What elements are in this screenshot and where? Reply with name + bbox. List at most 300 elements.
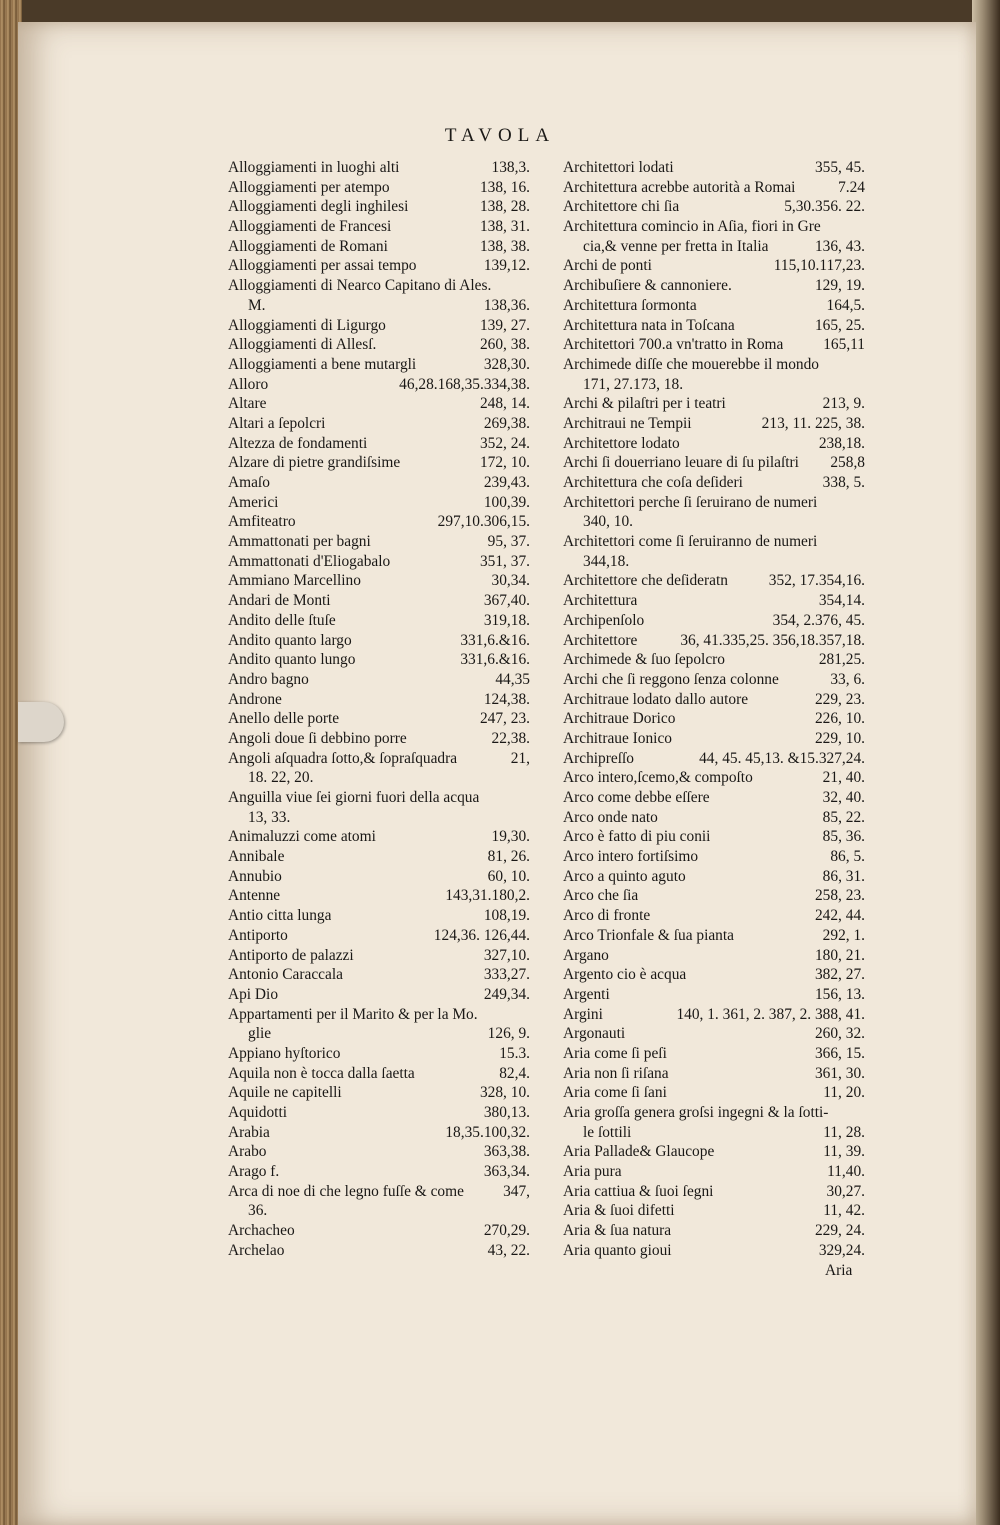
page-reference: 242, 44. bbox=[814, 907, 865, 925]
page-reference: 129, 19. bbox=[814, 277, 865, 295]
index-term: Argento cio è acqua bbox=[563, 966, 687, 984]
index-entry bbox=[563, 946, 865, 966]
page-reference: 229, 24. bbox=[814, 1222, 865, 1240]
index-entry bbox=[228, 1103, 530, 1123]
index-term: Annibale bbox=[228, 848, 285, 866]
index-term: glie bbox=[248, 1025, 272, 1043]
index-term: Aria & ſuoi difetti bbox=[563, 1202, 675, 1220]
index-entry bbox=[563, 1123, 865, 1143]
page-clip-tab bbox=[18, 702, 64, 742]
index-entry bbox=[228, 355, 530, 375]
page-reference: 352, 17.354,16. bbox=[768, 572, 865, 590]
index-term: Anguilla viue ſei giorni fuori della acqua bbox=[228, 789, 480, 806]
index-entry bbox=[228, 709, 530, 729]
index-entry bbox=[228, 197, 530, 217]
index-term: Alzare di pietre grandiſsime bbox=[228, 454, 401, 472]
index-term: Annubio bbox=[228, 867, 282, 885]
page-reference: 329,24. bbox=[818, 1241, 865, 1259]
index-term: Antonio Caraccala bbox=[228, 966, 343, 984]
index-term: Arco è fatto di piu conii bbox=[563, 828, 711, 846]
index-term: Aria Pallade& Glaucope bbox=[563, 1143, 715, 1161]
index-term: Ammattonati d'Eliogabalo bbox=[228, 552, 391, 570]
index-column-left bbox=[228, 158, 530, 1261]
index-term: Arco Trionfale & ſua pianta bbox=[563, 926, 734, 944]
index-term: Architettura bbox=[563, 592, 638, 610]
index-term: Arco a quinto aguto bbox=[563, 867, 686, 885]
page-reference: 165, 25. bbox=[814, 316, 865, 334]
page-reference: 249,34. bbox=[483, 985, 530, 1003]
index-term: M. bbox=[248, 296, 266, 314]
index-term: Aquidotti bbox=[228, 1104, 287, 1121]
index-entry bbox=[563, 512, 865, 532]
index-entry bbox=[563, 237, 865, 257]
index-term: Archimede & ſuo ſepolcro bbox=[563, 651, 725, 669]
index-entry bbox=[563, 493, 865, 513]
page-reference: 319,18. bbox=[483, 611, 530, 629]
index-term: 13, 33. bbox=[248, 808, 291, 826]
page-reference: 382, 27. bbox=[814, 966, 865, 984]
index-entry bbox=[228, 1123, 530, 1143]
index-entry bbox=[563, 690, 865, 710]
index-term: Arca di noe di che legno fuſſe & come bbox=[228, 1182, 464, 1200]
index-entry bbox=[563, 1064, 865, 1084]
page-reference: 85, 22. bbox=[822, 808, 865, 826]
page-reference: 363,38. bbox=[483, 1143, 530, 1161]
index-entry bbox=[563, 355, 865, 375]
page-reference: 44, 45. 45,13. &15.327,24. bbox=[699, 749, 865, 767]
page-reference: 30,34. bbox=[491, 572, 530, 590]
index-term: Architettore bbox=[563, 631, 638, 649]
page-reference: 32, 40. bbox=[822, 789, 865, 806]
page-reference: 327,10. bbox=[483, 946, 530, 964]
index-term: Arago f. bbox=[228, 1163, 280, 1181]
page-reference: 352, 24. bbox=[479, 434, 530, 452]
index-term: Andito quanto lungo bbox=[228, 651, 356, 669]
index-entry bbox=[228, 434, 530, 454]
index-entry bbox=[563, 906, 865, 926]
page-reference: 11, 20. bbox=[823, 1084, 865, 1102]
index-entry bbox=[563, 414, 865, 434]
index-term: Argenti bbox=[563, 985, 610, 1003]
index-entry bbox=[563, 552, 865, 572]
index-entry bbox=[563, 256, 865, 276]
index-entry bbox=[563, 749, 865, 769]
page-reference: 351, 37. bbox=[479, 552, 530, 570]
page-reference: 36, 41.335,25. 356,18.357,18. bbox=[680, 631, 865, 649]
index-term: Argini bbox=[563, 1005, 603, 1023]
index-entry bbox=[228, 414, 530, 434]
index-term: Americi bbox=[228, 493, 279, 511]
index-term: 36. bbox=[248, 1202, 268, 1220]
index-entry bbox=[563, 867, 865, 887]
page-reference: 43, 22. bbox=[487, 1241, 530, 1259]
index-term: Archipenſolo bbox=[563, 611, 645, 629]
page-reference: 333,27. bbox=[483, 966, 530, 984]
page-reference: 269,38. bbox=[483, 414, 530, 432]
index-term: Architettura comincio in Aſia, fiori in Gre bbox=[563, 218, 821, 236]
index-term: Alloggiamenti per atempo bbox=[228, 178, 390, 196]
index-term: Appartamenti per il Marito & per la Mo. bbox=[228, 1005, 478, 1023]
page-reference: 44,35 bbox=[495, 670, 530, 688]
index-term: Aria non ſi riſana bbox=[563, 1064, 669, 1082]
index-entry bbox=[228, 1241, 530, 1261]
index-term: Antiporto bbox=[228, 926, 288, 944]
index-term: Aria cattiua & ſuoi ſegni bbox=[563, 1182, 714, 1200]
index-entry bbox=[228, 237, 530, 257]
index-entry bbox=[563, 394, 865, 414]
page-reference: 5,30.356. 22. bbox=[784, 198, 865, 216]
index-entry bbox=[228, 749, 530, 769]
index-term: Alloggiamenti per assai tempo bbox=[228, 257, 417, 275]
index-column-right bbox=[563, 158, 865, 1261]
index-entry bbox=[563, 808, 865, 828]
index-term: Arco onde nato bbox=[563, 808, 658, 826]
index-entry bbox=[563, 827, 865, 847]
index-term: Amaſo bbox=[228, 474, 270, 491]
page-reference: 172, 10. bbox=[479, 454, 530, 472]
page-reference: 11, 42. bbox=[823, 1202, 865, 1220]
index-term: Archi che ſi reggono ſenza colonne bbox=[563, 670, 779, 688]
index-entry bbox=[228, 1024, 530, 1044]
index-entry bbox=[563, 316, 865, 336]
index-entry bbox=[228, 256, 530, 276]
index-entry bbox=[563, 1241, 865, 1261]
index-entry bbox=[228, 1005, 530, 1025]
index-term: Alloggiamenti de Francesi bbox=[228, 218, 392, 236]
index-entry bbox=[228, 690, 530, 710]
page-reference: 85, 36. bbox=[822, 828, 865, 846]
page-reference: 138, 31. bbox=[479, 218, 530, 236]
index-entry bbox=[228, 1221, 530, 1241]
index-term: Architettori perche ſi ſeruirano de numeri bbox=[563, 493, 818, 511]
index-term: 18. 22, 20. bbox=[248, 769, 314, 787]
index-term: Architraui ne Tempii bbox=[563, 414, 692, 432]
page-reference: 363,34. bbox=[483, 1163, 530, 1181]
index-term: Archacheo bbox=[228, 1222, 295, 1240]
index-entry bbox=[563, 591, 865, 611]
page-reference: 366, 15. bbox=[814, 1044, 865, 1062]
page-reference: 138, 16. bbox=[479, 178, 530, 196]
page-reference: 229, 10. bbox=[814, 729, 865, 747]
index-term: 171, 27.173, 18. bbox=[583, 375, 684, 393]
index-term: Archimede diſſe che mouerebbe il mondo bbox=[563, 355, 819, 373]
page-reference: 138,3. bbox=[491, 159, 530, 176]
index-entry bbox=[563, 1162, 865, 1182]
index-term: Architettura acrebbe autorità a Romai bbox=[563, 178, 796, 196]
index-term: Aquile ne capitelli bbox=[228, 1084, 342, 1102]
page-reference: 328,30. bbox=[483, 355, 530, 373]
page-reference: 156, 13. bbox=[814, 985, 865, 1003]
page-reference: 21, bbox=[510, 749, 530, 767]
page-reference: 19,30. bbox=[491, 828, 530, 846]
index-entry bbox=[563, 611, 865, 631]
index-entry bbox=[563, 788, 865, 808]
index-term: Andari de Monti bbox=[228, 592, 331, 610]
page-reference: 354, 2.376, 45. bbox=[772, 611, 865, 629]
index-entry bbox=[563, 1024, 865, 1044]
page-reference: 258, 23. bbox=[814, 887, 865, 905]
index-term: Archipreſſo bbox=[563, 749, 634, 767]
index-term: Ammiano Marcellino bbox=[228, 572, 361, 590]
index-term: Arco intero fortiſsimo bbox=[563, 848, 699, 866]
index-term: Architettori 700.a vn'tratto in Roma bbox=[563, 336, 784, 354]
page-reference: 126, 9. bbox=[487, 1025, 530, 1043]
page-reference: 229, 23. bbox=[814, 690, 865, 708]
page-reference: 108,19. bbox=[483, 907, 530, 925]
index-entry bbox=[228, 946, 530, 966]
page-reference: 86, 5. bbox=[830, 848, 865, 866]
page-reference: 270,29. bbox=[483, 1222, 530, 1240]
index-term: Andito delle ſtuſe bbox=[228, 611, 336, 629]
page-reference: 46,28.168,35.334,38. bbox=[399, 375, 530, 393]
index-term: Archi ſi douerriano leuare di ſu pilaſtri bbox=[563, 454, 799, 472]
index-term: Aria pura bbox=[563, 1163, 622, 1181]
page-reference: 248, 14. bbox=[479, 395, 530, 413]
book-binding-right bbox=[972, 0, 1000, 1525]
index-term: Arco intero,ſcemo,& compoſto bbox=[563, 769, 753, 787]
index-entry bbox=[563, 650, 865, 670]
index-term: Architraue Ionico bbox=[563, 729, 672, 747]
index-term: Angoli aſquadra ſotto,& ſopraſquadra bbox=[228, 749, 458, 767]
index-entry bbox=[228, 217, 530, 237]
page-reference: 33, 6. bbox=[830, 670, 865, 688]
index-entry bbox=[228, 886, 530, 906]
page-reference: 115,10.117,23. bbox=[773, 257, 865, 275]
index-term: Arabia bbox=[228, 1123, 270, 1141]
index-term: Antiporto de palazzi bbox=[228, 946, 354, 964]
index-entry bbox=[228, 611, 530, 631]
index-term: Arabo bbox=[228, 1143, 267, 1161]
index-term: Architettori lodati bbox=[563, 159, 674, 176]
index-entry bbox=[228, 827, 530, 847]
page-reference: 297,10.306,15. bbox=[437, 513, 530, 531]
index-term: Architettura nata in Toſcana bbox=[563, 316, 735, 334]
index-entry bbox=[228, 906, 530, 926]
index-entry bbox=[563, 847, 865, 867]
page-reference: 281,25. bbox=[818, 651, 865, 669]
page-reference: 331,6.&16. bbox=[460, 631, 530, 649]
catchword: Aria bbox=[825, 1262, 853, 1279]
index-term: Aria quanto gioui bbox=[563, 1241, 672, 1259]
index-entry bbox=[228, 591, 530, 611]
index-entry bbox=[228, 512, 530, 532]
page-title: TAVOLA bbox=[444, 125, 556, 146]
index-entry bbox=[563, 768, 865, 788]
index-entry bbox=[563, 1005, 865, 1025]
index-term: Alloggiamenti di Ligurgo bbox=[228, 316, 386, 334]
index-entry bbox=[228, 1162, 530, 1182]
page-reference: 180, 21. bbox=[814, 946, 865, 964]
index-entry bbox=[228, 631, 530, 651]
page-reference: 21, 40. bbox=[822, 769, 865, 787]
page-reference: 347, bbox=[503, 1182, 530, 1200]
index-entry bbox=[228, 985, 530, 1005]
index-entry bbox=[228, 1182, 530, 1202]
page-reference: 22,38. bbox=[491, 729, 530, 747]
index-entry bbox=[563, 158, 865, 178]
index-entry bbox=[563, 670, 865, 690]
index-term: cia,& venne per fretta in Italia bbox=[583, 237, 769, 255]
index-entry bbox=[563, 335, 865, 355]
page-reference: 30,27. bbox=[826, 1182, 865, 1200]
page-reference: 143,31.180,2. bbox=[445, 887, 530, 905]
index-term: Architettore lodato bbox=[563, 434, 680, 452]
index-term: Arco come debbe eſſere bbox=[563, 789, 710, 806]
index-entry bbox=[228, 650, 530, 670]
index-entry bbox=[228, 847, 530, 867]
index-entry bbox=[228, 335, 530, 355]
index-entry bbox=[563, 1044, 865, 1064]
index-entry bbox=[228, 1044, 530, 1064]
page-reference: 100,39. bbox=[483, 493, 530, 511]
page-reference: 95, 37. bbox=[487, 533, 530, 551]
index-entry bbox=[563, 473, 865, 493]
index-entry bbox=[563, 709, 865, 729]
index-term: Aria come ſi ſani bbox=[563, 1084, 667, 1102]
page-reference: 338, 5. bbox=[822, 474, 865, 491]
page-reference: 164,5. bbox=[826, 296, 865, 314]
index-term: Arco di fronte bbox=[563, 907, 651, 925]
page-reference: 247, 23. bbox=[479, 710, 530, 728]
index-entry bbox=[563, 296, 865, 316]
index-entry bbox=[563, 1103, 865, 1123]
page-reference: 165,11 bbox=[823, 336, 865, 354]
index-entry bbox=[563, 886, 865, 906]
index-entry bbox=[563, 453, 865, 473]
index-entry bbox=[563, 1083, 865, 1103]
index-entry bbox=[228, 788, 530, 808]
index-term: Architettura che coſa deſideri bbox=[563, 474, 743, 491]
page-reference: 138, 38. bbox=[479, 237, 530, 255]
index-entry bbox=[228, 808, 530, 828]
page-reference: 361, 30. bbox=[814, 1064, 865, 1082]
page-reference: 86, 31. bbox=[822, 867, 865, 885]
index-entry bbox=[228, 926, 530, 946]
index-entry bbox=[563, 631, 865, 651]
index-entry bbox=[228, 453, 530, 473]
index-term: Androne bbox=[228, 690, 282, 708]
index-entry bbox=[563, 434, 865, 454]
page-reference: 18,35.100,32. bbox=[445, 1123, 530, 1141]
index-entry bbox=[228, 552, 530, 572]
index-entry bbox=[563, 985, 865, 1005]
page-reference: 15.3. bbox=[499, 1044, 530, 1062]
index-term: Architettore che deſideratn bbox=[563, 572, 728, 590]
index-term: 340, 10. bbox=[583, 513, 634, 531]
index-entry bbox=[563, 1221, 865, 1241]
page-reference: 354,14. bbox=[818, 592, 865, 610]
index-term: Argonauti bbox=[563, 1025, 626, 1043]
index-term: Archi & pilaſtri per i teatri bbox=[563, 395, 726, 413]
index-term: Altezza de fondamenti bbox=[228, 434, 368, 452]
index-entry bbox=[228, 768, 530, 788]
page-reference: 328, 10. bbox=[479, 1084, 530, 1102]
index-entry bbox=[228, 276, 530, 296]
page-reference: 139,12. bbox=[483, 257, 530, 275]
page-reference: 226, 10. bbox=[814, 710, 865, 728]
index-term: Ammattonati per bagni bbox=[228, 533, 371, 551]
index-entry bbox=[563, 1201, 865, 1221]
index-term: Amfiteatro bbox=[228, 513, 296, 531]
index-entry bbox=[563, 571, 865, 591]
index-entry bbox=[228, 1083, 530, 1103]
page-reference: 138,36. bbox=[483, 296, 530, 314]
index-entry bbox=[563, 276, 865, 296]
index-term: Aquila non è tocca dalla ſaetta bbox=[228, 1064, 415, 1082]
index-term: Alloggiamenti in luoghi alti bbox=[228, 159, 400, 176]
page-reference: 11,40. bbox=[827, 1163, 865, 1181]
index-entry bbox=[563, 1142, 865, 1162]
page-reference: 238,18. bbox=[818, 434, 865, 452]
index-entry bbox=[563, 217, 865, 237]
index-entry bbox=[228, 158, 530, 178]
index-term: Anello delle porte bbox=[228, 710, 340, 728]
index-entry bbox=[228, 670, 530, 690]
index-term: Architettura ſormonta bbox=[563, 296, 697, 314]
index-entry bbox=[563, 532, 865, 552]
index-term: Alloggiamenti degli inghilesi bbox=[228, 198, 409, 216]
index-entry bbox=[228, 729, 530, 749]
index-term: Architettori come ſi ſeruiranno de numeri bbox=[563, 533, 818, 551]
index-term: Alloro bbox=[228, 375, 269, 393]
index-term: Appiano hyſtorico bbox=[228, 1044, 341, 1062]
index-entry bbox=[563, 965, 865, 985]
index-entry bbox=[563, 197, 865, 217]
index-entry bbox=[228, 473, 530, 493]
page-reference: 11, 28. bbox=[823, 1123, 865, 1141]
page-reference: 138, 28. bbox=[479, 198, 530, 216]
index-term: Archelao bbox=[228, 1241, 285, 1259]
index-term: Animaluzzi come atomi bbox=[228, 828, 376, 846]
page-reference: 140, 1. 361, 2. 387, 2. 388, 41. bbox=[676, 1005, 865, 1023]
page-reference: 136, 43. bbox=[814, 237, 865, 255]
page-reference: 239,43. bbox=[483, 474, 530, 491]
index-entry bbox=[228, 316, 530, 336]
page-reference: 124,38. bbox=[483, 690, 530, 708]
index-term: Antio citta lunga bbox=[228, 907, 332, 925]
index-entry bbox=[228, 178, 530, 198]
index-term: Andro bagno bbox=[228, 670, 309, 688]
page-reference: 139, 27. bbox=[479, 316, 530, 334]
index-term: Angoli doue ſi debbino porre bbox=[228, 729, 407, 747]
page-reference: 367,40. bbox=[483, 592, 530, 610]
index-entry bbox=[563, 1182, 865, 1202]
page-reference: 81, 26. bbox=[487, 848, 530, 866]
page-reference: 82,4. bbox=[499, 1064, 530, 1082]
index-entry bbox=[228, 965, 530, 985]
index-term: Altari a ſepolcri bbox=[228, 414, 326, 432]
page-reference: 213, 11. 225, 38. bbox=[761, 414, 865, 432]
index-term: Archi de ponti bbox=[563, 257, 652, 275]
index-term: Aria groſſa genera groſsi ingegni & la ſotti- bbox=[563, 1104, 829, 1121]
index-entry bbox=[228, 867, 530, 887]
index-term: Alloggiamenti di Nearco Capitano di Ales. bbox=[228, 277, 492, 295]
page-reference: 60, 10. bbox=[487, 867, 530, 885]
index-term: Architraue Dorico bbox=[563, 710, 676, 728]
index-entry bbox=[228, 571, 530, 591]
page-reference: 11, 39. bbox=[823, 1143, 865, 1161]
index-entry bbox=[228, 1142, 530, 1162]
index-entry bbox=[228, 1064, 530, 1084]
index-entry bbox=[228, 493, 530, 513]
index-entry bbox=[563, 375, 865, 395]
page-reference: 213, 9. bbox=[822, 395, 865, 413]
index-entry bbox=[228, 532, 530, 552]
index-term: Alloggiamenti di Allesſ. bbox=[228, 336, 377, 354]
index-term: le ſottili bbox=[583, 1123, 632, 1141]
page-reference: 258,8 bbox=[830, 454, 865, 472]
index-entry bbox=[228, 394, 530, 414]
